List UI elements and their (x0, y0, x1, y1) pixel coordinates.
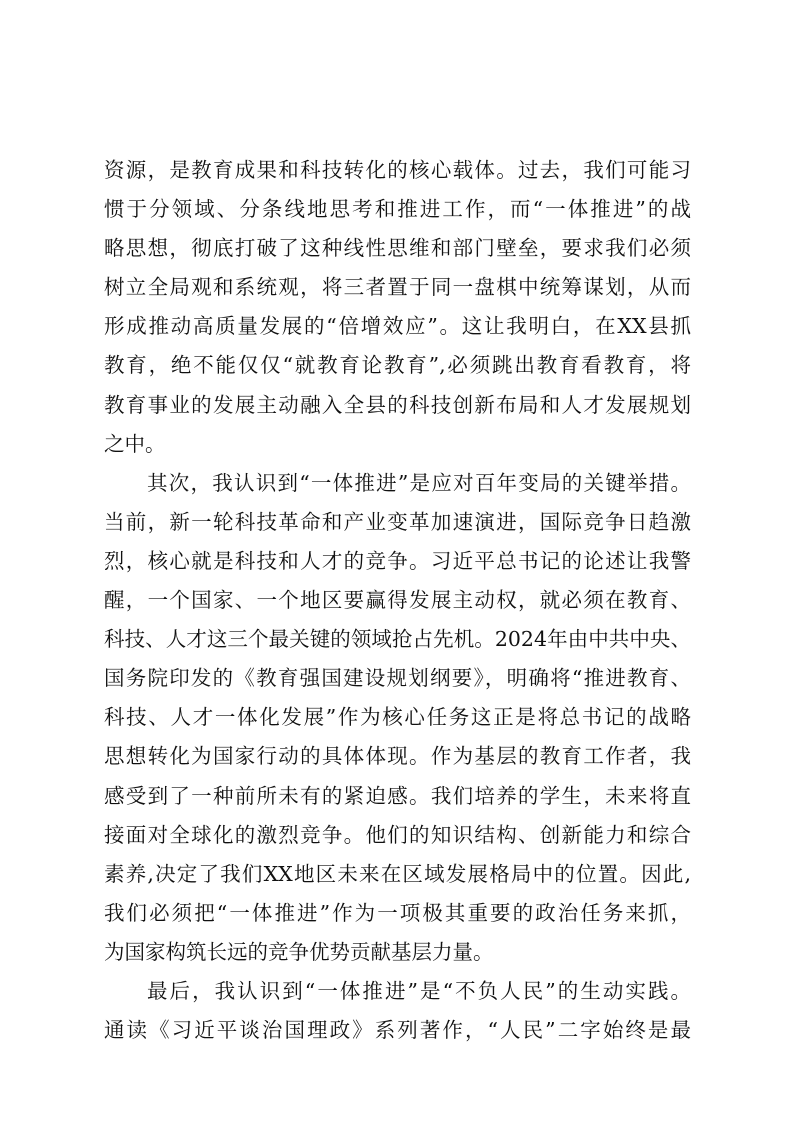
text-line: 国务院印发的《教育强国建设规划纲要》，明确将“推进教育、 (104, 666, 691, 691)
text-line: 资源，是教育成果和科技转化的核心载体。过去，我们可能习 (104, 158, 691, 182)
text-line: 最后，我认识到“一体推进”是“不负人民”的生动实践。 (147, 978, 691, 1003)
text-line: 其次，我认识到“一体推进”是应对百年变局的关键举措。 (147, 470, 691, 495)
text-line: 素养,决定了我们XX地区未来在区域发展格局中的位置。因此, (104, 861, 691, 886)
text-line: 略思想，彻底打破了这种线性思维和部门壁垒，要求我们必须 (104, 236, 691, 261)
text-line: 接面对全球化的激烈竞争。他们的知识结构、创新能力和综合 (104, 822, 691, 847)
text-line: 惯于分领域、分条线地思考和推进工作，而“一体推进”的战 (104, 197, 691, 222)
text-line: 科技、人才一体化发展”作为核心任务这正是将总书记的战略 (104, 705, 691, 730)
paragraph (104, 464, 691, 972)
text-line: 形成推动高质量发展的“倍增效应”。这让我明白，在XX县抓 (104, 314, 691, 339)
text-line: 教育事业的发展主动融入全县的科技创新布局和人才发展规划 (104, 392, 691, 417)
text-line: 感受到了一种前所未有的紧迫感。我们培养的学生，未来将直 (104, 783, 691, 808)
text-line: 醒，一个国家、一个地区要赢得发展主动权，就必须在教育、 (104, 588, 691, 613)
text-line: 思想转化为国家行动的具体体现。作为基层的教育工作者，我 (104, 744, 691, 769)
paragraph (104, 972, 691, 1050)
document-body (104, 151, 691, 1050)
text-line: 树立全局观和系统观，将三者置于同一盘棋中统筹谋划，从而 (104, 275, 691, 300)
text-line: 我们必须把“一体推进”作为一项极其重要的政治任务来抓， (104, 900, 691, 925)
text-line: 教育，绝不能仅仅“就教育论教育”,必须跳出教育看教育，将 (104, 353, 691, 378)
text-line: 为国家构筑长远的竞争优势贡献基层力量。 (104, 939, 494, 964)
paragraph (104, 151, 691, 464)
text-line: 之中。 (104, 431, 166, 456)
text-line: 烈，核心就是科技和人才的竞争。习近平总书记的论述让我警 (104, 548, 691, 573)
text-line: 通读《习近平谈治国理政》系列著作，“人民”二字始终是最 (104, 1018, 691, 1043)
text-line: 科技、人才这三个最关键的领域抢占先机。2024年由中共中央、 (104, 627, 691, 652)
text-line: 当前，新一轮科技革命和产业变革加速演进，国际竞争日趋激 (104, 509, 691, 534)
